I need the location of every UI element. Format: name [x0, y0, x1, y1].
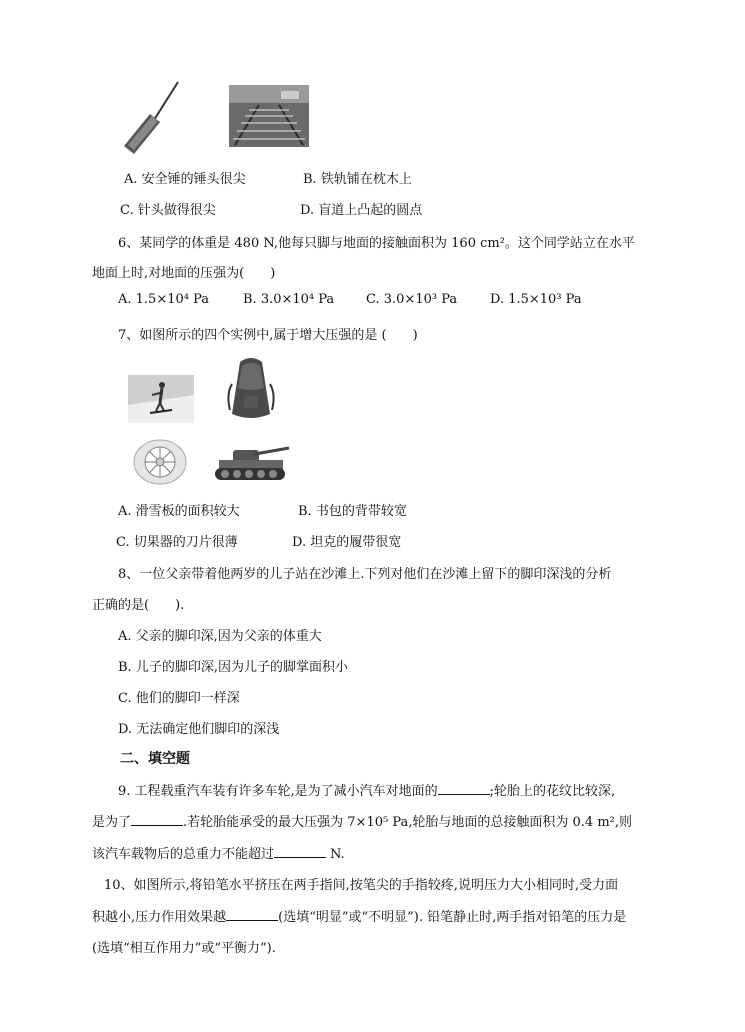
- q9-blank-1[interactable]: [438, 783, 490, 795]
- tank-image: [211, 440, 291, 485]
- q7-option-a[interactable]: A. 滑雪板的面积较大: [118, 504, 240, 519]
- q9-blank-3[interactable]: [274, 846, 326, 858]
- q6-option-d[interactable]: D. 1.5×10³ Pa: [490, 292, 582, 307]
- q9-text-1a: 9. 工程载重汽车装有许多车轮,是为了减小汽车对地面的: [118, 784, 438, 799]
- q8-stem-line2: 正确的是( ).: [92, 598, 185, 613]
- section-title: 二、填空题: [120, 751, 190, 767]
- q10-blank-1[interactable]: [226, 909, 278, 921]
- snowboard-image: [128, 375, 194, 423]
- q6-stem-line2: 地面上时,对地面的压强为( ): [92, 266, 276, 281]
- backpack-image: [226, 354, 276, 422]
- q6-option-a[interactable]: A. 1.5×10⁴ Pa: [118, 292, 210, 307]
- q5-option-d[interactable]: D. 盲道上凸起的圆点: [300, 203, 423, 218]
- q9-text-2a: 是为了: [92, 815, 132, 830]
- q10-line3: (选填“相互作用力”或“平衡力”).: [92, 941, 276, 956]
- q7-option-d[interactable]: D. 坦克的履带很宽: [292, 535, 402, 550]
- rail-image: [229, 85, 309, 147]
- q10-text-2b: (选填“明显”或“不明显”). 铅笔静止时,两手指对铅笔的压力是: [278, 910, 627, 925]
- q9-line2: [92, 811, 632, 830]
- hammer-image: [120, 80, 182, 156]
- q9-text-3a: 该汽车载物后的总重力不能超过: [92, 847, 275, 862]
- q10-text-2a: 积越小,压力作用效果越: [92, 910, 227, 925]
- q8-option-d[interactable]: D. 无法确定他们脚印的深浅: [118, 722, 280, 737]
- q6-stem-line1: 6、某同学的体重是 480 N,他每只脚与地面的接触面积为 160 cm²。这个同学站立在水平: [118, 236, 635, 251]
- q7-option-b[interactable]: B. 书包的背带较宽: [298, 504, 407, 519]
- q7-option-c[interactable]: C. 切果器的刀片很薄: [116, 535, 238, 550]
- q9-text-1b: ;轮胎上的花纹比较深,: [489, 784, 616, 799]
- q8-option-c[interactable]: C. 他们的脚印一样深: [118, 691, 240, 706]
- q6-option-c[interactable]: C. 3.0×10³ Pa: [366, 292, 458, 307]
- q5-option-b[interactable]: B. 铁轨铺在枕木上: [303, 172, 412, 187]
- q5-option-a[interactable]: A. 安全锤的锤头很尖: [124, 172, 246, 187]
- q8-option-b[interactable]: B. 儿子的脚印深,因为儿子的脚掌面积小: [118, 660, 348, 675]
- q6-option-b[interactable]: B. 3.0×10⁴ Pa: [243, 292, 335, 307]
- q5-option-c[interactable]: C. 针头做得很尖: [120, 203, 216, 218]
- q10-line1: 10、如图所示,将铅笔水平挤压在两手指间,按笔尖的手指较疼,说明压力大小相同时,受力面: [104, 878, 619, 893]
- q10-line2: [92, 906, 626, 925]
- q7-stem: 7、如图所示的四个实例中,属于增大压强的是 ( ): [118, 328, 418, 343]
- q9-line1: [118, 780, 615, 799]
- q9-text-3b: N.: [330, 847, 345, 862]
- q9-text-2b: .若轮胎能承受的最大压强为 7×10⁵ Pa,轮胎与地面的总接触面积为 0.4 m²,则: [183, 815, 632, 830]
- q8-stem-line1: 8、一位父亲带着他两岁的儿子站在沙滩上.下列对他们在沙滩上留下的脚印深浅的分析: [118, 567, 612, 582]
- q9-line3: [92, 843, 345, 862]
- q8-option-a[interactable]: A. 父亲的脚印深,因为父亲的体重大: [118, 629, 322, 644]
- fruit-cutter-image: [132, 438, 188, 486]
- q9-blank-2[interactable]: [131, 814, 183, 826]
